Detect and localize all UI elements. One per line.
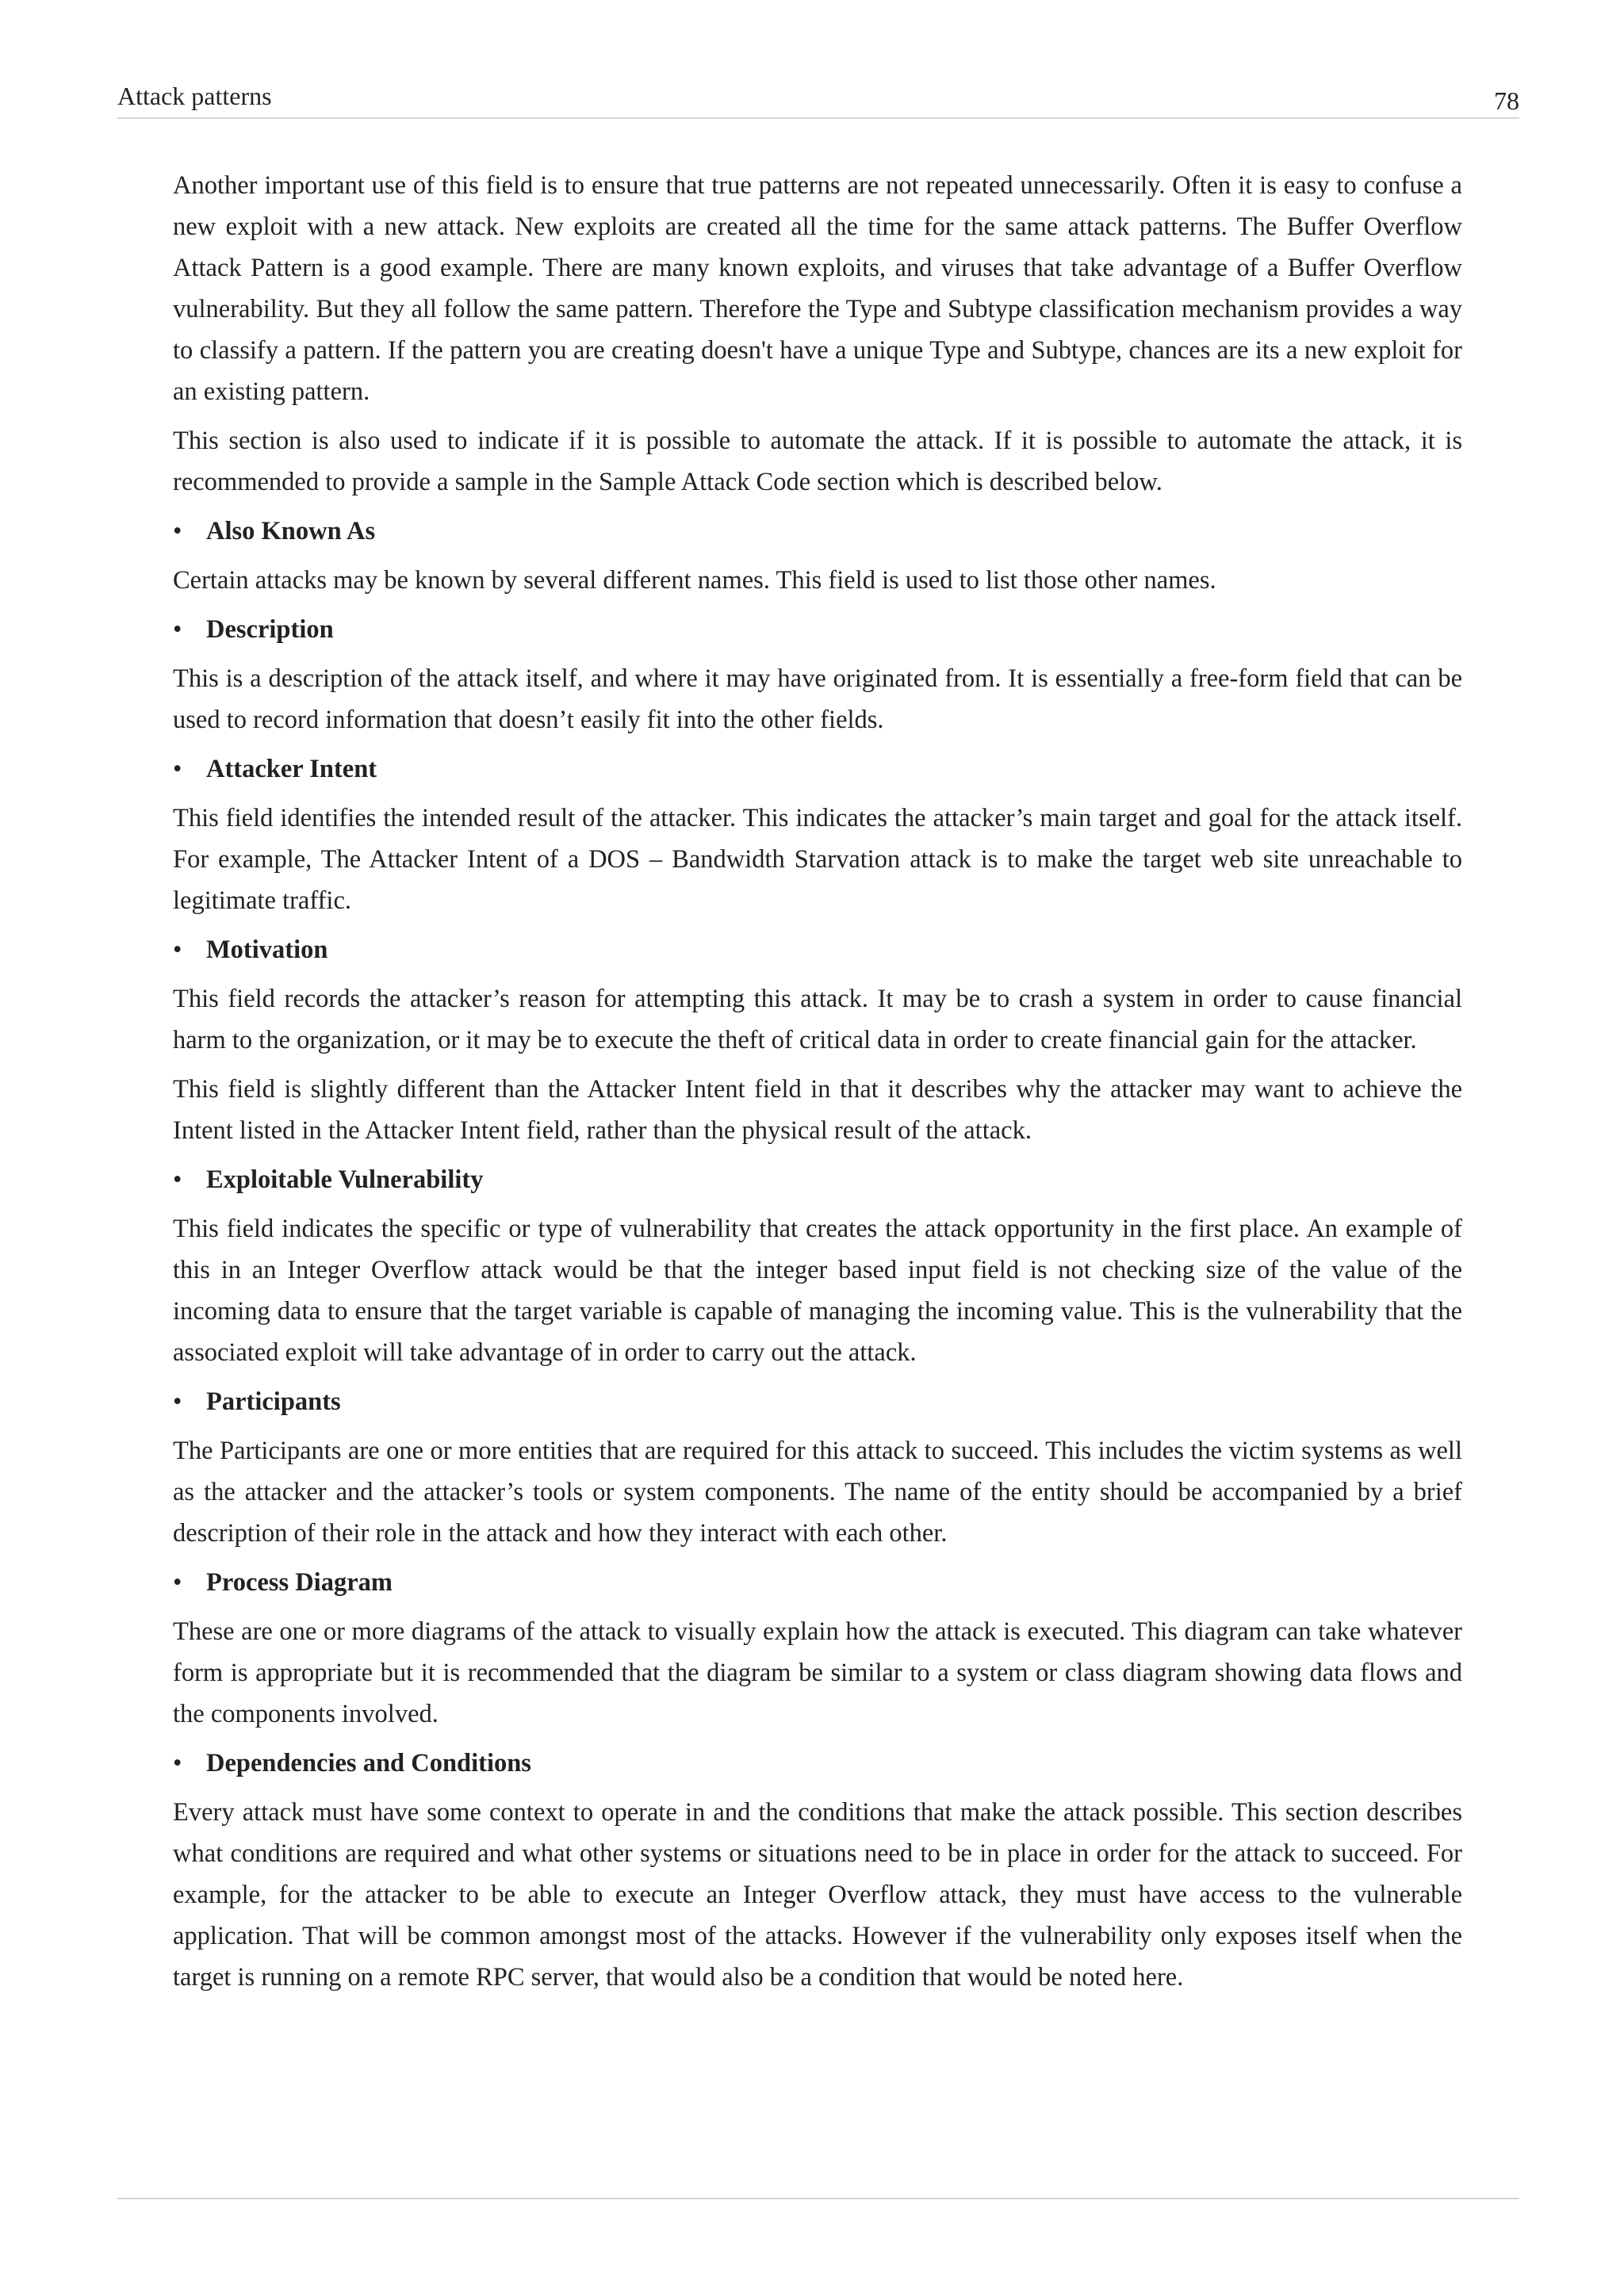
field-heading-participants [173,1381,1462,1422]
paragraph: These are one or more diagrams of the attack to visually explain how the attack is executed. This diagram can take whatever form is appropriate but it is recommended that the diagram be similar to a system or class diagram showing data flows and the components involved. [173,1617,1462,1728]
field-heading-label: Process Diagram [206,1568,393,1597]
paragraph: Every attack must have some context to operate in and the conditions that make the attack possible. This section describes what conditions are required and what other systems or situations need to be in place in order for the attack to succeed. For example, for the attacker to be able to execute an Integer Overflow attack, they must have access to the vulnerable application. That will be common amongst most of the attacks. However if the vulnerability only exposes itself when the target is running on a remote RPC server, that would also be a condition that would be noted here. [173,1798,1462,1992]
bullet-icon: • [173,1387,182,1416]
field-heading-label: Dependencies and Conditions [206,1749,531,1777]
bullet-icon: • [173,936,182,964]
field-heading-dependencies-and-conditions [173,1743,1462,1784]
paragraph: The Participants are one or more entities that are required for this attack to succeed. This includes the victim systems as well as the attacker and the attacker’s tools or system components. The name of the entity should be accompanied by a brief description of their role in the attack and how they interact with each other. [173,1437,1462,1548]
bullet-icon: • [173,1165,182,1194]
field-heading-description [173,609,1462,650]
running-header-title: Attack patterns [117,82,272,110]
bullet-icon: • [173,1568,182,1597]
paragraph: Another important use of this field is to ensure that true patterns are not repeated unnecessarily. Often it is easy to confuse a new exploit with a new attack. New exploits are created all the time for the same attack patterns. The Buffer Overflow Attack Pattern is a good example. There are many known exploits, and viruses that take advantage of a Buffer Overflow vulnerability. But they all follow the same pattern. Therefore the Type and Subtype classification mechanism provides a way to classify a pattern. If the pattern you are creating doesn't have a unique Type and Subtype, chances are its a new exploit for an existing pattern. [173,171,1462,406]
field-heading-exploitable-vulnerability [173,1159,1462,1200]
page-body [173,165,1462,2006]
paragraph: This is a description of the attack itself, and where it may have originated from. It is essentially a free-form field that can be used to record information that doesn’t easily fit into the other fields. [173,664,1462,734]
field-heading-also-known-as [173,511,1462,552]
paragraph: This field records the attacker’s reason for attempting this attack. It may be to crash a system in order to cause financial harm to the organization, or it may be to execute the theft of critical data in order to create financial gain for the attacker. [173,985,1462,1054]
bullet-icon: • [173,517,182,545]
field-heading-motivation [173,929,1462,970]
page-number: 78 [1494,86,1519,115]
field-heading-label: Exploitable Vulnerability [206,1165,484,1194]
paragraph: Certain attacks may be known by several different names. This field is used to list those other names. [173,566,1216,595]
paragraph: This field indicates the specific or type of vulnerability that creates the attack opportunity in the first place. An example of this in an Integer Overflow attack would be that the integer based input field is not checking size of the value of the incoming data to ensure that the target variable is capable of managing the incoming value. This is the vulnerability that the associated exploit will take advantage of in order to carry out the attack. [173,1215,1462,1367]
field-heading-label: Also Known As [206,517,376,545]
paragraph: This section is also used to indicate if it is possible to automate the attack. If it is possible to automate the attack, it is recommended to provide a sample in the Sample Attack Code section which is described below. [173,427,1462,496]
field-heading-label: Participants [206,1387,341,1416]
footer-divider [117,2198,1519,2199]
field-heading-label: Attacker Intent [206,755,377,783]
bullet-icon: • [173,1749,182,1777]
field-heading-label: Motivation [206,936,328,964]
paragraph: This field is slightly different than the Attacker Intent field in that it describes why the attacker may want to achieve the Intent listed in the Attacker Intent field, rather than the physical result of the attack. [173,1075,1462,1145]
bullet-icon: • [173,755,182,783]
field-heading-label: Description [206,615,334,644]
field-heading-process-diagram [173,1562,1462,1603]
paragraph: This field identifies the intended result of the attacker. This indicates the attacker’s main target and goal for the attack itself. For example, The Attacker Intent of a DOS – Bandwidth Starvation attack is to make the target web site unreachable to legitimate traffic. [173,804,1462,915]
bullet-icon: • [173,615,182,644]
field-heading-attacker-intent [173,748,1462,790]
page-header [117,79,1519,119]
